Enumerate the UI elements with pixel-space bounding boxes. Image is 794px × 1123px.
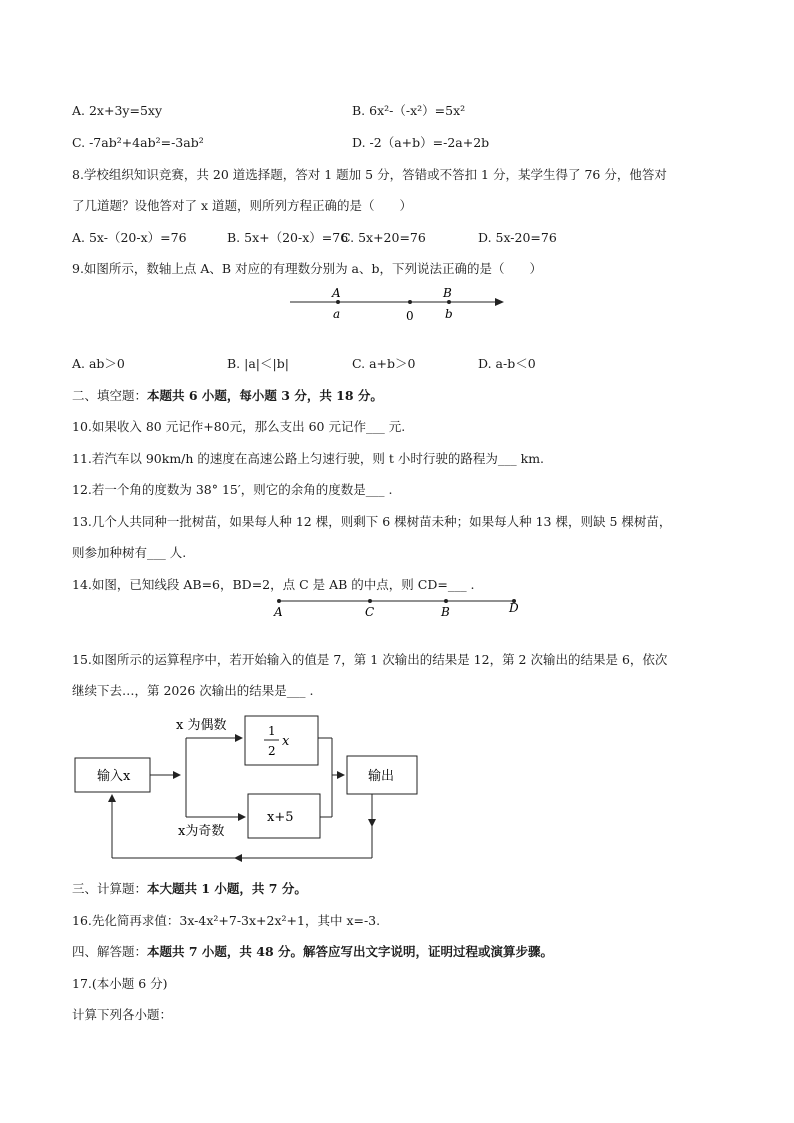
q9-label-value-b: b <box>445 307 453 321</box>
q8-option-b: B. 5x+（20-x）=76 <box>227 230 349 245</box>
section3-prefix: 三、计算题： <box>72 881 148 896</box>
q9-stem: 9.如图所示，数轴上点 A、B 对应的有理数分别为 a、b，下列说法正确的是（ ） <box>72 261 543 276</box>
flow-half-denominator: 2 <box>268 744 276 758</box>
q9-label-point-b: B <box>443 286 452 300</box>
q7-option-b: B. 6x²-（-x²）=5x² <box>352 103 466 118</box>
section4-heading <box>72 944 553 960</box>
q12-stem: 12.若一个角的度数为 38° 15′，则它的余角的度数是___ . <box>72 482 393 497</box>
q9-option-a: A. ab＞0 <box>72 356 125 371</box>
q11-stem: 11.若汽车以 90km/h 的速度在高速公路上匀速行驶，则 t 小时行驶的路程为___ km. <box>72 451 545 466</box>
q9-option-c: C. a+b＞0 <box>352 356 416 371</box>
flow-half-numerator: 1 <box>268 724 276 738</box>
section3-heading <box>72 881 307 897</box>
q8-stem-line2: 了几道题？设他答对了 x 道题，则所列方程正确的是（ ） <box>72 198 412 213</box>
q8-stem-line1: 8.学校组织知识竞赛，共 20 道选择题，答对 1 题加 5 分，答错或不答扣 1 分，某学生得了 76 分，他答对 <box>72 167 667 182</box>
flow-even-label: x 为偶数 <box>176 718 227 733</box>
q8-option-d: D. 5x-20=76 <box>478 230 557 245</box>
section4-prefix: 四、解答题： <box>72 944 148 959</box>
q15-stem-line1: 15.如图所示的运算程序中，若开始输入的值是 7，第 1 次输出的结果是 12，第 2 次输出的结果是 6，依次 <box>72 652 668 667</box>
q14-label-d: D <box>509 601 519 615</box>
q13-stem-line2: 则参加种树有___ 人. <box>72 545 187 560</box>
q14-label-c: C <box>365 605 375 619</box>
flow-input-label: 输入x <box>97 769 131 784</box>
section4-description: 本题共 7 小题，共 48 分。解答应写出文字说明，证明过程或演算步骤。 <box>147 944 554 959</box>
q8-option-a: A. 5x-（20-x）=76 <box>72 230 187 245</box>
q9-label-zero: 0 <box>406 309 414 323</box>
flow-odd-label: x为奇数 <box>178 824 225 839</box>
q17-subtitle: 计算下列各小题： <box>72 1007 173 1022</box>
q9-option-b: B. |a|＜|b| <box>227 356 289 371</box>
section2-prefix: 二、填空题： <box>72 388 148 403</box>
q9-label-point-a: A <box>332 286 341 300</box>
q17-title: 17.(本小题 6 分) <box>72 976 168 991</box>
q9-label-value-a: a <box>333 307 341 321</box>
q15-stem-line2: 继续下去…，第 2026 次输出的结果是___ . <box>72 683 314 698</box>
q14-label-a: A <box>274 605 283 619</box>
q8-option-c: C. 5x+20=76 <box>341 230 426 245</box>
flow-half-variable: x <box>282 734 290 749</box>
flow-plus5-label: x+5 <box>267 810 294 825</box>
q10-stem: 10.如果收入 80 元记作+80元，那么支出 60 元记作___ 元. <box>72 419 406 434</box>
q7-option-a: A. 2x+3y=5xy <box>72 103 163 118</box>
q16-stem: 16.先化简再求值：3x-4x²+7-3x+2x²+1，其中 x=-3. <box>72 913 381 928</box>
q14-label-b: B <box>441 605 450 619</box>
q7-option-d: D. -2（a+b）=-2a+2b <box>352 135 490 150</box>
q13-stem-line1: 13.几个人共同种一批树苗，如果每人种 12 棵，则剩下 6 棵树苗未种；如果每人种 13 棵，则缺 5 棵树苗， <box>72 514 672 529</box>
section2-description: 本题共 6 小题，每小题 3 分，共 18 分。 <box>147 388 383 403</box>
section3-description: 本大题共 1 小题，共 7 分。 <box>147 881 307 896</box>
q14-stem: 14.如图，已知线段 AB=6，BD=2，点 C 是 AB 的中点，则 CD=___ . <box>72 577 475 592</box>
q9-option-d: D. a-b＜0 <box>478 356 536 371</box>
q7-option-c: C. -7ab²+4ab²=-3ab² <box>72 135 204 150</box>
flow-output-label: 输出 <box>368 769 395 784</box>
